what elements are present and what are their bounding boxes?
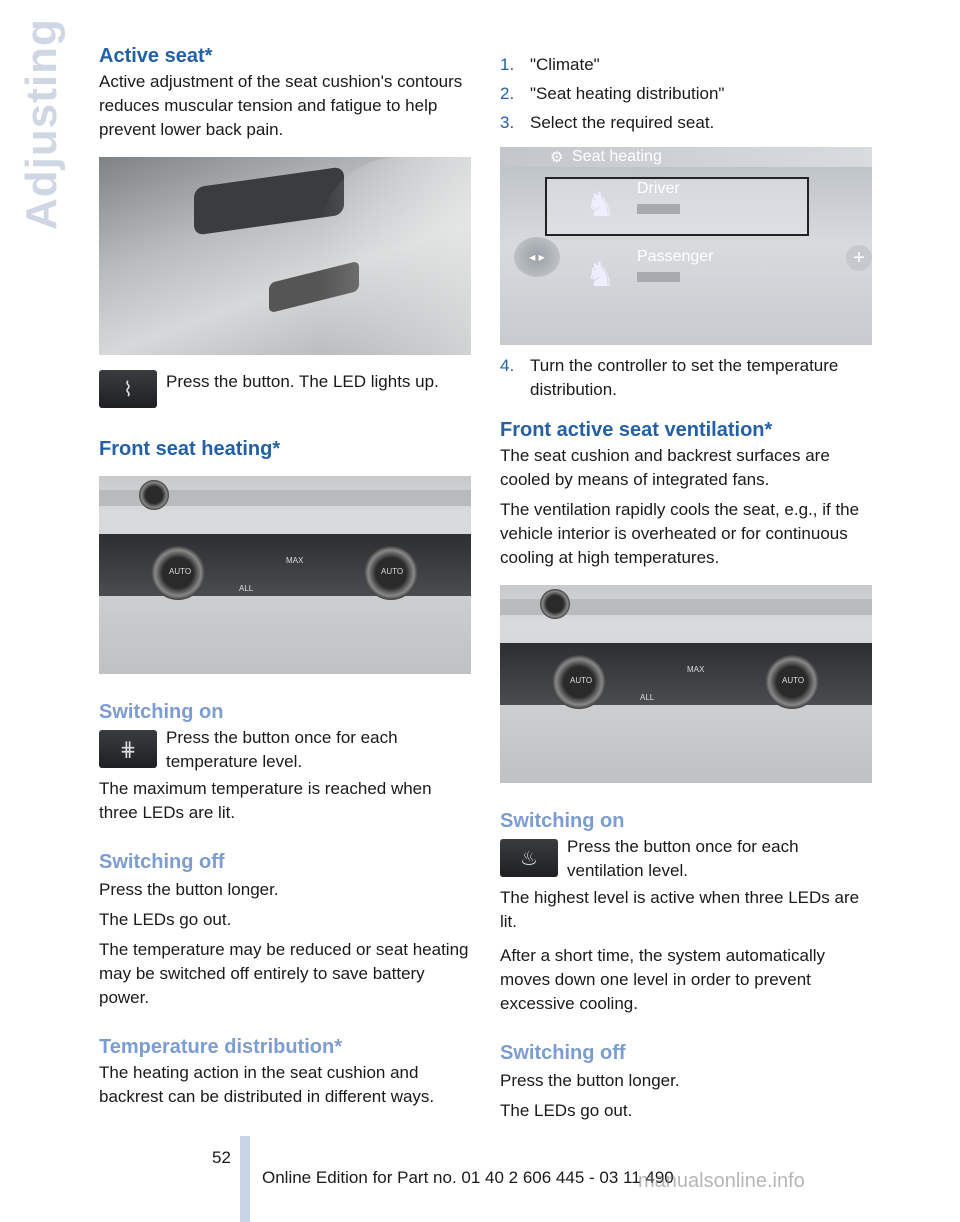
panel-auto-right: AUTO <box>381 567 404 576</box>
section-tab <box>17 18 66 230</box>
active-seat-button-row <box>99 370 471 408</box>
panel-all-label: ALL <box>640 693 655 702</box>
step-item: 4. Turn the controller to set the temperature distribution. <box>500 356 839 399</box>
panel-auto-left: AUTO <box>169 567 192 576</box>
ventilation-text-2: The ventilation rapidly cools the seat, e.g., if the vehicle interior is overheated or for continuous cooling at high temperatures. <box>500 500 860 567</box>
vent-switching-on-text-2: After a short time, the system automatically moves down one level in order to prevent excessive cooling. <box>500 946 826 1013</box>
ventilation-text-1: The seat cushion and backrest surfaces are cooled by means of integrated fans. <box>500 446 830 489</box>
left-column <box>99 44 471 1109</box>
step-item: 2. "Seat heating distribution" <box>500 84 725 103</box>
switching-on-heading: Switching on <box>99 701 224 723</box>
ventilation-button-row <box>500 835 872 883</box>
driver-distribution-bar <box>637 204 680 214</box>
seat-heating-button-icon: ⋕ <box>99 730 157 768</box>
door-panel-photo <box>99 157 471 355</box>
step-4-list <box>500 354 872 402</box>
ventilation-button-text: Press the button once for each ventilation level. <box>567 837 799 880</box>
active-seat-button-text: Press the button. The LED lights up. <box>166 372 439 391</box>
vent-switching-off-text-2: The LEDs go out. <box>500 1101 633 1120</box>
heating-button-text: Press the button once for each temperature level. <box>166 728 398 771</box>
footer-bar <box>240 1136 250 1222</box>
right-column <box>500 50 872 1123</box>
temp-distribution-heading: Temperature distribution* <box>99 1036 342 1058</box>
panel-max-label: MAX <box>687 665 705 674</box>
vent-switching-on-heading: Switching on <box>500 810 625 832</box>
front-seat-heating-heading: Front seat heating* <box>99 438 281 460</box>
screen-title: Seat heating <box>572 148 662 165</box>
switching-off-heading: Switching off <box>99 851 225 873</box>
passenger-distribution-bar <box>637 272 680 282</box>
page-number: 52 <box>212 1148 231 1167</box>
panel-max-label: MAX <box>286 556 304 565</box>
active-seat-button-icon: ⌇ <box>99 370 157 408</box>
climate-panel-photo <box>99 476 471 674</box>
footer-text: Online Edition for Part no. 01 40 2 606 445 - 03 11 490 <box>262 1168 674 1187</box>
driver-seat-icon: ♞ <box>585 186 616 224</box>
seat-heating-screen <box>500 147 872 345</box>
panel-auto-right: AUTO <box>782 676 805 685</box>
temp-distribution-text: The heating action in the seat cushion and backrest can be distributed in different ways. <box>99 1063 435 1106</box>
switching-off-text-3: The temperature may be reduced or seat heating may be switched off entirely to save battery power. <box>99 940 469 1007</box>
ventilation-panel-photo <box>500 585 872 783</box>
watermark: manualsonline.info <box>638 1170 805 1192</box>
volume-knob-icon <box>540 589 570 619</box>
switching-off-text-2: The LEDs go out. <box>99 910 232 929</box>
driver-label: Driver <box>637 180 680 197</box>
panel-auto-left: AUTO <box>570 676 593 685</box>
active-seat-text: Active adjustment of the seat cushion's contours reduces muscular tension and fatigue to help prevent lower back pain. <box>99 72 463 139</box>
heating-max-text: The maximum temperature is reached when three LEDs are lit. <box>99 779 432 822</box>
passenger-label: Passenger <box>637 248 714 265</box>
screen-gear-icon: ⚙ <box>550 149 564 166</box>
panel-all-label: ALL <box>239 584 254 593</box>
step-item: 3. Select the required seat. <box>500 113 715 132</box>
passenger-seat-icon: ♞ <box>585 256 616 294</box>
heating-button-row <box>99 726 471 774</box>
section-tab-label: Adjusting <box>17 18 66 230</box>
ventilation-heading: Front active seat ventilation* <box>500 419 773 441</box>
active-seat-heading: Active seat* <box>99 45 213 67</box>
plus-icon: + <box>846 245 872 271</box>
controller-arrows-icon: ◂ ▸ <box>514 237 560 277</box>
step-item: 1. "Climate" <box>500 55 600 74</box>
switching-off-text-1: Press the button longer. <box>99 880 279 899</box>
volume-knob-icon <box>139 480 169 510</box>
vent-switching-off-heading: Switching off <box>500 1042 626 1064</box>
vent-switching-off-text-1: Press the button longer. <box>500 1071 680 1090</box>
vent-switching-on-text-1: The highest level is active when three LEDs are lit. <box>500 888 860 931</box>
seat-ventilation-button-icon: ♨ <box>500 839 558 877</box>
steps-list <box>500 50 872 137</box>
